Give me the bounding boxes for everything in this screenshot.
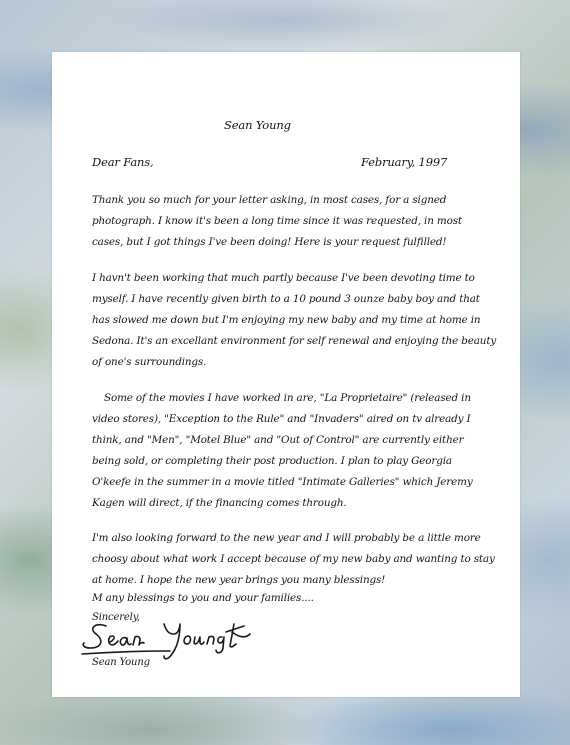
paragraph-2-line: myself. I have recently given birth to a 10 pound 3 ounze baby boy and that: [92, 293, 480, 305]
paragraph-4-line: choosy about what work I accept because of my new baby and wanting to stay: [92, 553, 495, 565]
paragraph-3-line: video stores), "Exception to the Rule" and "Invaders" aired on tv already I: [92, 413, 471, 425]
paragraph-4-line: at home. I hope the new year brings you many blessings!: [92, 574, 386, 586]
letter-paper: [52, 52, 520, 697]
paragraph-3-line: being sold, or completing their post production. I plan to play Georgia: [92, 455, 452, 467]
letter-header-name: Sean Young: [224, 118, 291, 132]
paragraph-1-line: Thank you so much for your letter asking, in most cases, for a signed: [92, 194, 447, 206]
paragraph-2-line: I havn't been working that much partly because I've been devoting time to: [92, 272, 475, 284]
typed-name: Sean Young: [92, 657, 150, 668]
letter-date: February, 1997: [361, 155, 448, 169]
paragraph-3-line: Kagen will direct, if the financing comes through.: [92, 497, 347, 509]
paragraph-2-line: of one's surroundings.: [92, 356, 207, 368]
paragraph-3-line: think, and "Men", "Motel Blue" and "Out of Control" are currently either: [92, 434, 464, 446]
paragraph-1-line: photograph. I know it's been a long time since it was requested, in most: [92, 215, 462, 227]
closing: Sincerely,: [92, 612, 140, 623]
paragraph-3-line: O'keefe in the summer in a movie titled "Intimate Galleries" which Jeremy: [92, 476, 473, 488]
paragraph-1-line: cases, but I got things I've been doing! Here is your request fulfilled!: [92, 236, 447, 248]
paragraph-2-line: has slowed me down but I'm enjoying my new baby and my time at home in: [92, 314, 481, 326]
paragraph-4-line: M any blessings to you and your families....: [92, 592, 314, 604]
paragraph-2-line: Sedona. It's an excellant environment for self renewal and enjoying the beauty: [92, 335, 497, 347]
salutation: Dear Fans,: [92, 155, 154, 169]
paragraph-4-line: I'm also looking forward to the new year and I will probably be a little more: [92, 532, 481, 544]
paragraph-3-line: Some of the movies I have worked in are, "La Proprietaire" (released in: [104, 392, 471, 404]
